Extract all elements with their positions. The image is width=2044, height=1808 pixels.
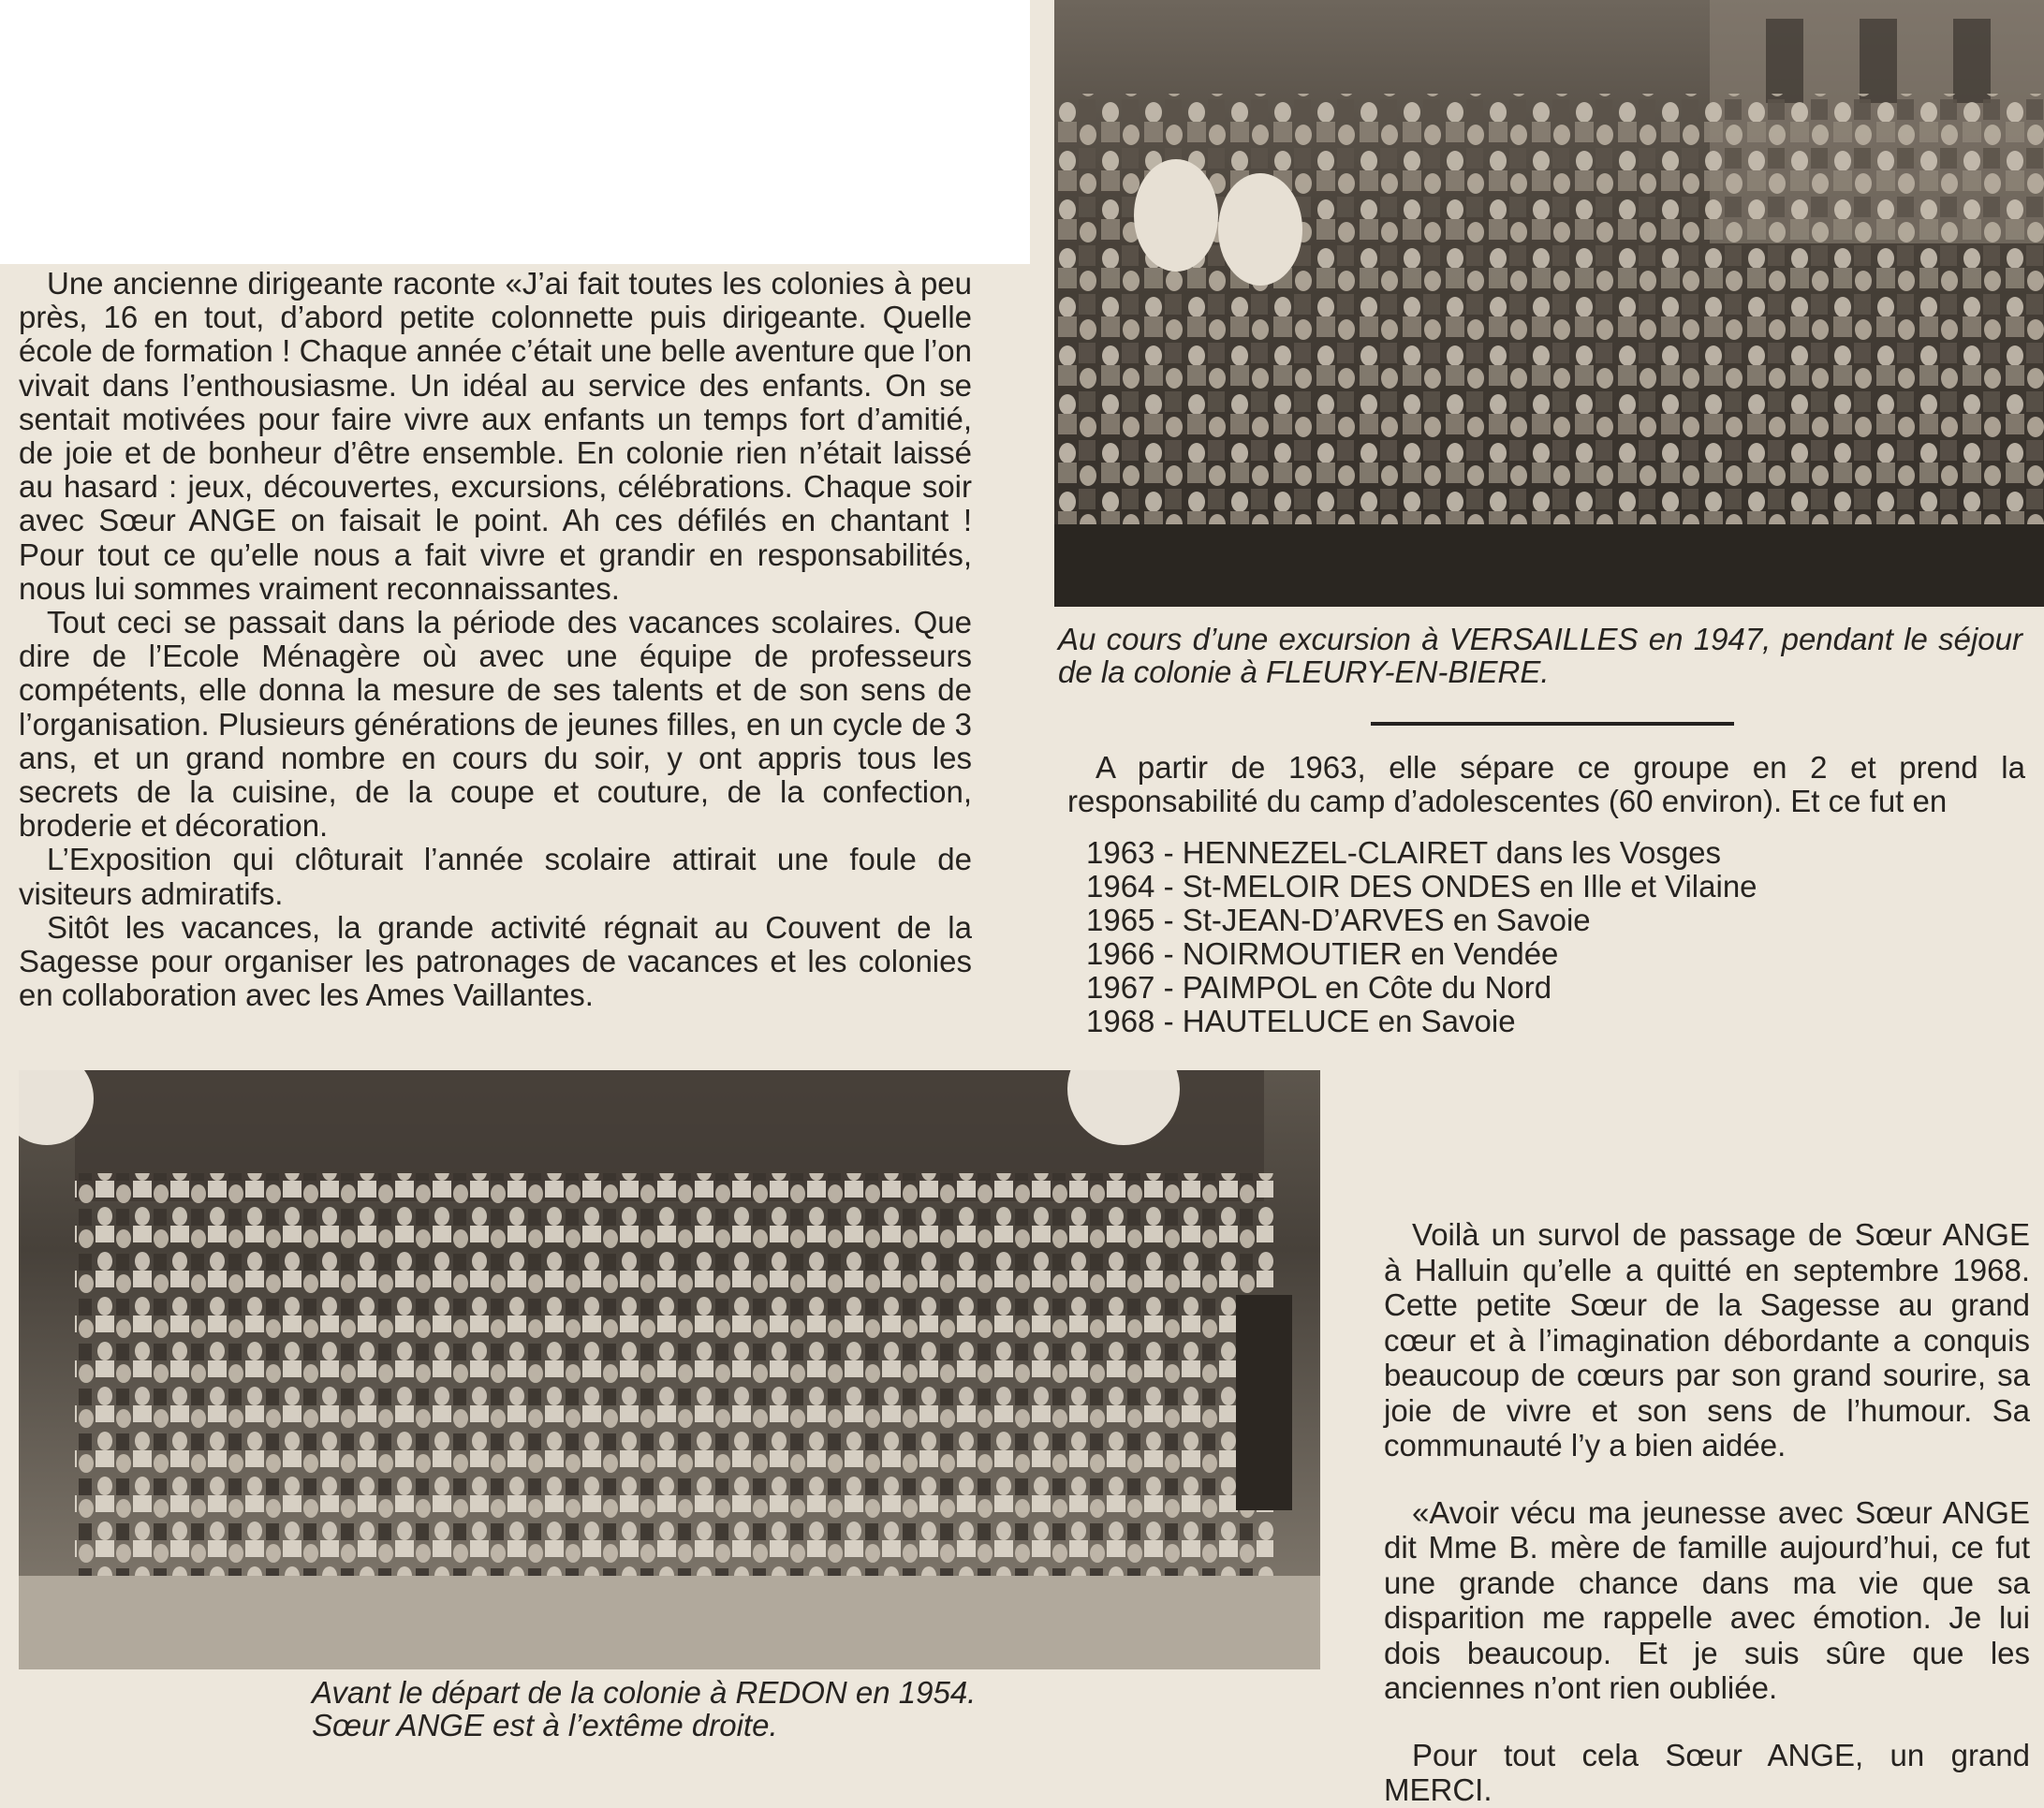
- list-item: 1964 - St-MELOIR DES ONDES en Ille et Vilaine: [1086, 869, 1757, 904]
- article-right-intro: [1067, 751, 2025, 818]
- paragraph: L’Exposition qui clôturait l’année scolaire attirait une foule de visiteurs admiratifs.: [19, 842, 972, 911]
- separator-rule: [1371, 722, 1734, 726]
- paragraph: Une ancienne dirigeante raconte «J’ai fait toutes les colonies à peu près, 16 en tout, d’abord petite colonnette puis dirigeante. Quelle école de formation ! Chaque année c’était une belle aventure que l’on vivait dans l’enthousiasme. Un idéal au service des enfants. On se sentait motivées pour faire vivre aux enfants un temps fort d’amitié, de joie et de bonheur d’être ensemble. En colonie rien n’était laissé au hasard : jeux, découvertes, excursions, célébrations. Chaque soir avec Sœur ANGE on faisait le point. Ah ces défilés en chantant ! Pour tout ce qu’elle nous a fait vivre et grandir en responsabilités, nous lui sommes vraiment reconnaissantes.: [19, 266, 972, 606]
- list-item: 1966 - NOIRMOUTIER en Vendée: [1086, 936, 1559, 971]
- photo-versailles-image: [1054, 0, 2044, 607]
- list-item: 1965 - St-JEAN-D’ARVES en Savoie: [1086, 903, 1591, 937]
- paragraph: A partir de 1963, elle sépare ce groupe en 2 et prend la responsabilité du camp d’adolescentes (60 environ). Et ce fut en: [1067, 750, 2025, 819]
- paragraph: Sitôt les vacances, la grande activité régnait au Couvent de la Sagesse pour organiser les patronages de vacances et les colonies en collaboration avec les Ames Vaillantes.: [19, 909, 972, 1013]
- photo-redon-group: [19, 1070, 1320, 1669]
- article-right-bottom: [1384, 1217, 2030, 1808]
- article-left-column: [19, 267, 972, 1012]
- caption-line: Sœur ANGE est à l’extême droite.: [312, 1708, 778, 1742]
- list-item: 1963 - HENNEZEL-CLAIRET dans les Vosges: [1086, 835, 1722, 870]
- caption-redon: [312, 1676, 1061, 1742]
- paragraph: Voilà un survol de passage de Sœur ANGE à Halluin qu’elle a quitté en septembre 1968. Cette petite Sœur de la Sagesse au grand cœur et à l’imagination débordante a conquis beaucoup de cœurs par son grand sourire, sa joie de vivre et son sens de l’humour. Sa communauté l’y a bien aidée.: [1384, 1217, 2030, 1463]
- closing-line: Pour tout cela Sœur ANGE, un grand MERCI.: [1384, 1737, 2030, 1807]
- caption-line: Avant le départ de la colonie à REDON en 1954.: [312, 1675, 977, 1710]
- paragraph: «Avoir vécu ma jeunesse avec Sœur ANGE dit Mme B. mère de famille aujourd’hui, ce fut une grande chance dans ma vie que sa disparition me rappelle avec émotion. Je lui dois beaucoup. Et je suis sûre que les anciennes n’ont rien oubliée.: [1384, 1494, 2030, 1705]
- list-item: 1967 - PAIMPOL en Côte du Nord: [1086, 970, 1552, 1005]
- list-item: 1968 - HAUTELUCE en Savoie: [1086, 1004, 1516, 1038]
- paragraph: Tout ceci se passait dans la période des vacances scolaires. Que dire de l’Ecole Ménagère où avec une équipe de professeurs compétents, elle donna la mesure de ses talents et de son sens de l’organisation. Plusieurs générations de jeunes filles, en un cycle de 3 ans, et un grand nombre en cours du soir, y ont appris tous les secrets de la cuisine, de la coupe et couture, de la confection, broderie et décoration.: [19, 605, 972, 844]
- blank-margin: [0, 0, 1030, 264]
- photo-redon-image: [19, 1070, 1320, 1669]
- caption-versailles: Au cours d’une excursion à VERSAILLES en 1947, pendant le séjour de la colonie à FLEURY-EN-BIERE.: [1058, 622, 2022, 689]
- photo-versailles-group: [1054, 0, 2044, 607]
- camp-year-list: [1086, 835, 1757, 1038]
